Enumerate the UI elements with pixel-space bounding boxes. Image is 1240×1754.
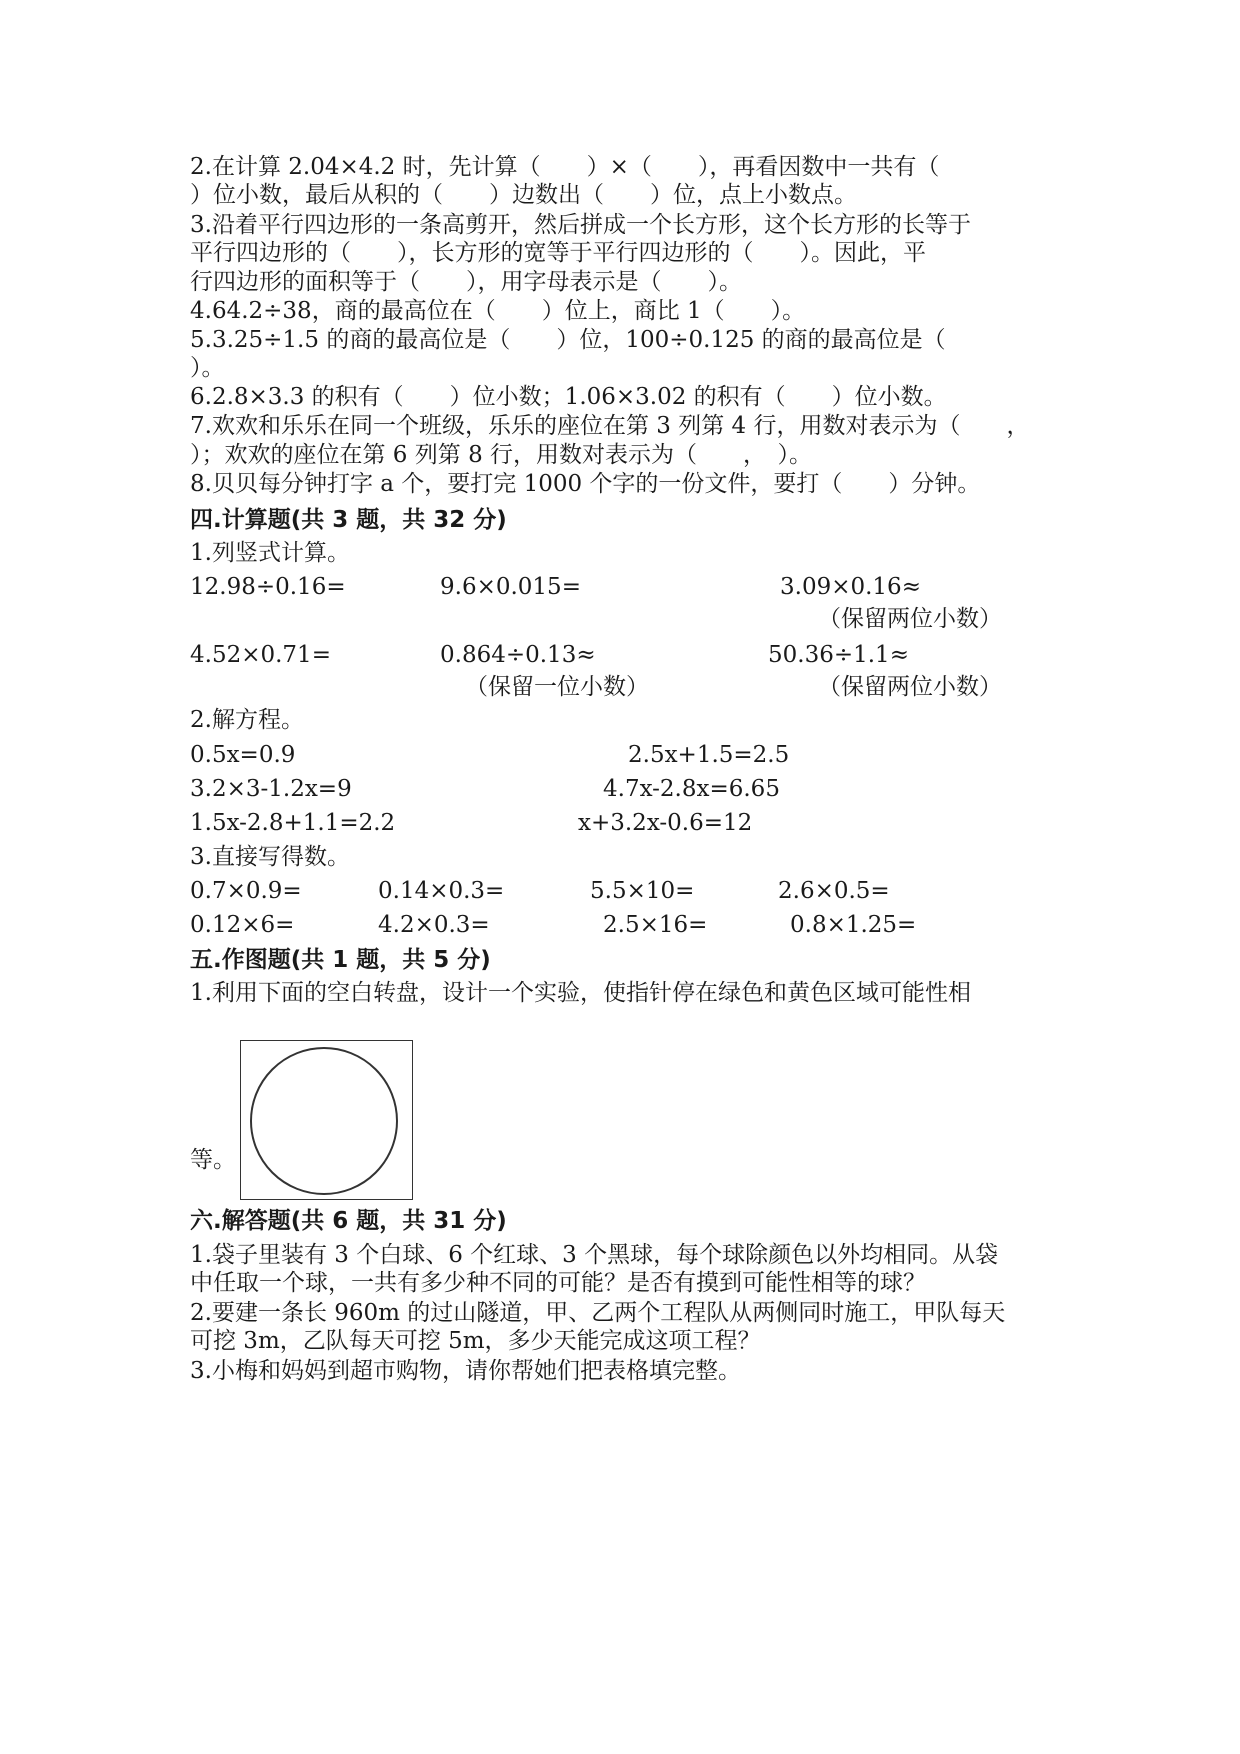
q3-5-line1: 5.3.25÷1.5 的商的最高位是（ ）位，100÷0.125 的商的最高位是（ [190, 327, 946, 353]
q6-2-line1: 2.要建一条长 960m 的过山隧道，甲、乙两个工程队从两侧同时施工，甲队每天 [190, 1300, 1006, 1326]
q4-1-title: 1.列竖式计算。 [190, 540, 350, 566]
q6-1-line2: 中任取一个球，一共有多少种不同的可能？是否有摸到可能性相等的球？ [190, 1270, 926, 1296]
q5-1-text: 1.利用下面的空白转盘，设计一个实验，使指针停在绿色和黄色区域可能性相 [190, 980, 971, 1006]
q4-1-note: （保留两位小数） [818, 674, 1002, 700]
section5-heading: 五.作图题(共 1 题，共 5 分) [190, 947, 491, 973]
q3-7-line1: 7.欢欢和乐乐在同一个班级，乐乐的座位在第 3 列第 4 行，用数对表示为（ ， [190, 413, 1030, 439]
q3-3-line1: 3.沿着平行四边形的一条高剪开，然后拼成一个长方形，这个长方形的长等于 [190, 212, 971, 238]
q4-1-item: 4.52×0.71= [190, 642, 331, 668]
q5-1-end: 等。 [190, 1147, 236, 1173]
q6-2-line2: 可挖 3m，乙队每天可挖 5m，多少天能完成这项工程？ [190, 1328, 761, 1354]
q4-3-item: 0.14×0.3= [378, 878, 505, 904]
section4-heading: 四.计算题(共 3 题，共 32 分) [190, 507, 507, 533]
q6-3: 3.小梅和妈妈到超市购物，请你帮她们把表格填完整。 [190, 1358, 741, 1384]
q4-2-item: 1.5x-2.8+1.1=2.2 [190, 810, 396, 836]
q4-2-item: x+3.2x-0.6=12 [578, 810, 753, 836]
q4-1-item: 0.864÷0.13≈ [440, 642, 596, 668]
blank-spinner-figure [240, 1040, 413, 1200]
q3-5-line2: ）。 [190, 355, 225, 381]
q4-3-item: 5.5×10= [590, 878, 695, 904]
q4-3-item: 0.8×1.25= [790, 912, 917, 938]
q4-2-item: 0.5x=0.9 [190, 742, 296, 768]
q3-3-line2: 平行四边形的（ ），长方形的宽等于平行四边形的（ ）。因此，平 [190, 240, 926, 266]
q3-2-line2: ）位小数，最后从积的（ ）边数出（ ）位，点上小数点。 [190, 182, 857, 208]
q3-6: 6.2.8×3.3 的积有（ ）位小数；1.06×3.02 的积有（ ）位小数。 [190, 384, 947, 410]
q4-1-item: 3.09×0.16≈ [780, 574, 921, 600]
q4-2-item: 3.2×3-1.2x=9 [190, 776, 352, 802]
q4-3-item: 4.2×0.3= [378, 912, 490, 938]
q4-2-item: 4.7x-2.8x=6.65 [603, 776, 780, 802]
q4-1-item: 12.98÷0.16= [190, 574, 346, 600]
q3-8: 8.贝贝每分钟打字 a 个，要打完 1000 个字的一份文件，要打（ ）分钟。 [190, 471, 981, 497]
section6-heading: 六.解答题(共 6 题，共 31 分) [190, 1208, 507, 1234]
q4-3-item: 0.7×0.9= [190, 878, 302, 904]
q4-3-title: 3.直接写得数。 [190, 844, 350, 870]
q4-3-item: 0.12×6= [190, 912, 295, 938]
q4-2-item: 2.5x+1.5=2.5 [628, 742, 790, 768]
q4-1-item: 9.6×0.015= [440, 574, 581, 600]
q4-1-note: （保留一位小数） [465, 674, 649, 700]
q4-2-title: 2.解方程。 [190, 707, 304, 733]
q4-3-item: 2.6×0.5= [778, 878, 890, 904]
q6-1-line1: 1.袋子里装有 3 个白球、6 个红球、3 个黑球，每个球除颜色以外均相同。从袋 [190, 1242, 999, 1268]
spinner-circle [241, 1041, 412, 1199]
q4-1-item: 50.36÷1.1≈ [768, 642, 909, 668]
q3-2-line1: 2.在计算 2.04×4.2 时，先计算（ ）×（ ），再看因数中一共有（ [190, 154, 940, 180]
q4-3-item: 2.5×16= [603, 912, 708, 938]
q3-4: 4.64.2÷38，商的最高位在（ ）位上，商比 1（ ）。 [190, 298, 806, 324]
q3-7-line2: ）；欢欢的座位在第 6 列第 8 行，用数对表示为（ ， ）。 [190, 442, 813, 468]
q3-3-line3: 行四边形的面积等于（ ），用字母表示是（ ）。 [190, 269, 742, 295]
q4-1-note: （保留两位小数） [818, 606, 1002, 632]
